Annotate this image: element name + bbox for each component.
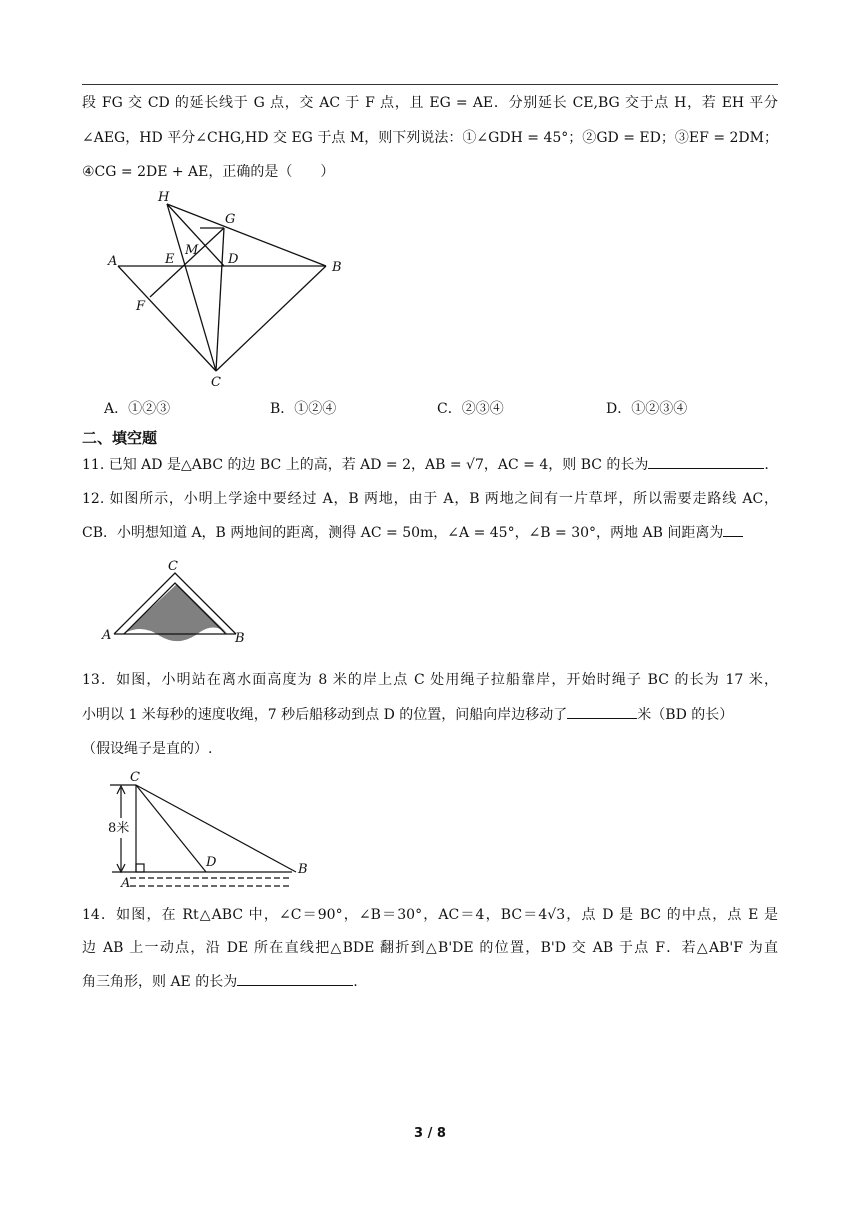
q10-option-a[interactable]: A．①②③ [104, 401, 171, 417]
q11-line [82, 454, 778, 476]
q10-line-1: 段 FG 交 CD 的延长线于 G 点，交 AC 于 F 点，且 EG = AE．分别延长 CE,BG 交于点 H，若 EH 平分 [82, 95, 778, 111]
q12-line-2 [82, 522, 778, 544]
q14-line-1: 14．如图，在 Rt△ABC 中，∠C＝90°，∠B＝30°，AC＝4，BC＝4√3，点 D 是 BC 的中点，点 E 是 [82, 907, 778, 923]
q11-end: . [764, 457, 769, 473]
fig13-label-b: B [298, 862, 308, 877]
fig10-label-c: C [211, 375, 221, 390]
q13-line-1: 13．如图，小明站在离水面高度为 8 米的岸上点 C 处用绳子拉船靠岸，开始时绳子 BC 的长为 17 米， [82, 672, 778, 688]
fig10-label-d: D [228, 252, 239, 267]
q12-answer-blank[interactable] [723, 522, 743, 537]
fig10-label-a: A [108, 254, 118, 269]
q10-line-2: ∠AEG，HD 平分∠CHG,HD 交 EG 于点 M，则下列说法：①∠GDH = 45°；②GD = ED；③EF = 2DM； [82, 130, 778, 146]
q12-figure [98, 555, 258, 647]
q14-line-3 [82, 971, 778, 993]
fig12-label-a: A [102, 628, 112, 643]
q14-answer-blank[interactable] [237, 971, 353, 986]
q13-text-b: 米（BD 的长） [637, 707, 734, 723]
q13-line-3: （假设绳子是直的）. [82, 741, 213, 757]
q10-line-3: ④CG = 2DE + AE，正确的是（ ） [82, 164, 335, 180]
fig13-label-height: 8米 [108, 821, 130, 836]
fig13-label-a: A [121, 876, 131, 890]
fig13-label-c: C [130, 770, 140, 785]
q14-text: 角三角形，则 AE 的长为 [82, 974, 238, 990]
fig12-label-b: B [235, 631, 245, 646]
fig12-label-c: C [168, 559, 178, 574]
q10-option-b[interactable]: B．①②④ [270, 401, 337, 417]
q14-line-2: 边 AB 上一动点，沿 DE 所在直线把△BDE 翻折到△B'DE 的位置，B'D 交 AB 于点 F．若△AB'F 为直 [82, 940, 778, 956]
fig10-label-m: M [185, 243, 199, 258]
fig10-label-b: B [332, 260, 342, 275]
fig10-label-g: G [225, 212, 236, 227]
page-number: 3 / 8 [414, 1126, 446, 1141]
q11-text: 11. 已知 AD 是△ABC 的边 BC 上的高，若 AD = 2，AB = √7，AC = 4，则 BC 的长为 [82, 457, 649, 473]
q11-answer-blank[interactable] [648, 454, 764, 469]
q13-text-a: 小明以 1 米每秒的速度收绳，7 秒后船移动到点 D 的位置，问船向岸边移动了 [82, 707, 568, 723]
q10-option-c[interactable]: C．②③④ [437, 401, 504, 417]
fig13-label-d: D [206, 855, 217, 870]
q14-end: . [353, 974, 358, 990]
q12-line-1: 12. 如图所示，小明上学途中要经过 A，B 两地，由于 A，B 两地之间有一片草坪，所以需要走路线 AC， [82, 491, 778, 507]
top-rule [82, 84, 778, 85]
q12-text: CB．小明想知道 A，B 两地间的距离，测得 AC = 50m，∠A = 45°，∠B = 30°，两地 AB 间距离为 [82, 525, 724, 541]
fig10-label-e: E [165, 252, 175, 267]
section-2-title: 二、填空题 [82, 429, 158, 447]
q13-line-2 [82, 704, 778, 726]
fig10-label-h: H [158, 190, 170, 205]
fig10-label-f: F [136, 299, 146, 314]
q13-figure [100, 766, 320, 890]
q13-answer-blank[interactable] [567, 704, 637, 719]
q10-option-d[interactable]: D．①②③④ [606, 401, 688, 417]
q10-figure [100, 185, 360, 390]
